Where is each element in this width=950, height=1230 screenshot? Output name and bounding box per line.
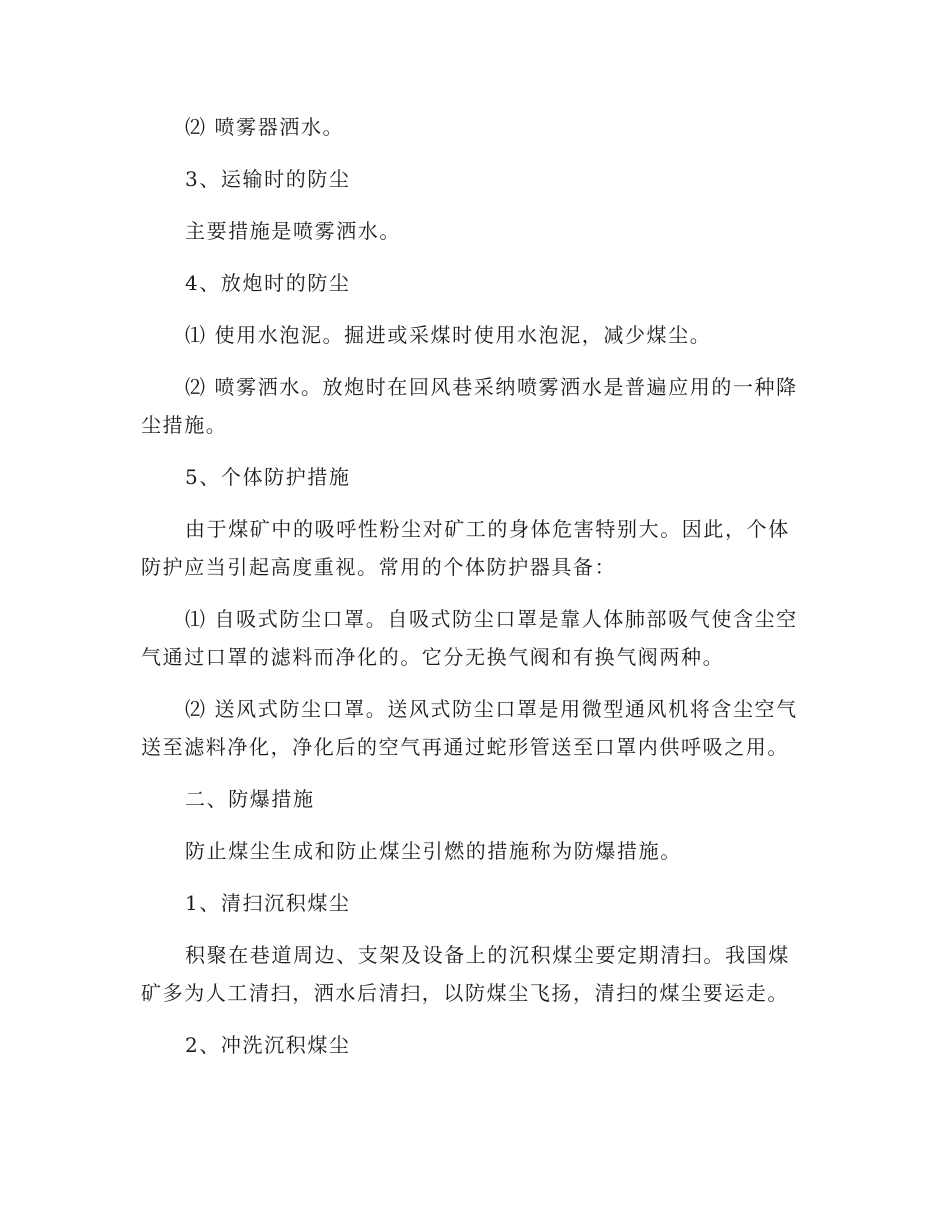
heading-blasting-dust: 4、放炮时的防尘 [185, 271, 351, 295]
heading-explosion-prevention: 二、防爆措施 [185, 787, 315, 811]
heading-transport-dust: 3、运输时的防尘 [185, 167, 351, 191]
paragraph-main-measure: 主要措施是喷雾洒水。 [185, 219, 401, 243]
heading-personal-protection: 5、个体防护措施 [185, 465, 351, 489]
heading-clean-dust: 1、清扫沉积煤尘 [185, 891, 351, 915]
paragraph-air-supply-mask: ⑵ 送风式防尘口罩。送风式防尘口罩是用微型通风机将含尘空气送至滤料净化，净化后的空气再通过蛇形管送至口罩内供呼吸之用。 [141, 697, 798, 759]
heading-flush-dust: 2、冲洗沉积煤尘 [185, 1033, 351, 1057]
paragraph-clean-dust: 积聚在巷道周边、支架及设备上的沉积煤尘要定期清扫。我国煤矿多为人工清扫，洒水后清扫，以防煤尘飞扬，清扫的煤尘要运走。 [141, 943, 790, 1005]
paragraph-spray-water: ⑵ 喷雾器洒水。 [185, 115, 345, 139]
paragraph-water-stemming: ⑴ 使用水泡泥。掘进或采煤时使用水泡泥，减少煤尘。 [185, 323, 712, 347]
paragraph-self-suction-mask: ⑴ 自吸式防尘口罩。自吸式防尘口罩是靠人体肺部吸气使含尘空气通过口罩的滤料而净化的。它分无换气阀和有换气阀两种。 [141, 607, 798, 669]
paragraph-explosion-definition: 防止煤尘生成和防止煤尘引燃的措施称为防爆措施。 [185, 839, 682, 863]
paragraph-spray-blasting: ⑵ 喷雾洒水。放炮时在回风巷采纳喷雾洒水是普遍应用的一种降尘措施。 [141, 375, 798, 437]
paragraph-protection-intro: 由于煤矿中的吸呼性粉尘对矿工的身体危害特别大。因此，个体防护应当引起高度重视。常用的个体防护器具备： [141, 517, 790, 579]
